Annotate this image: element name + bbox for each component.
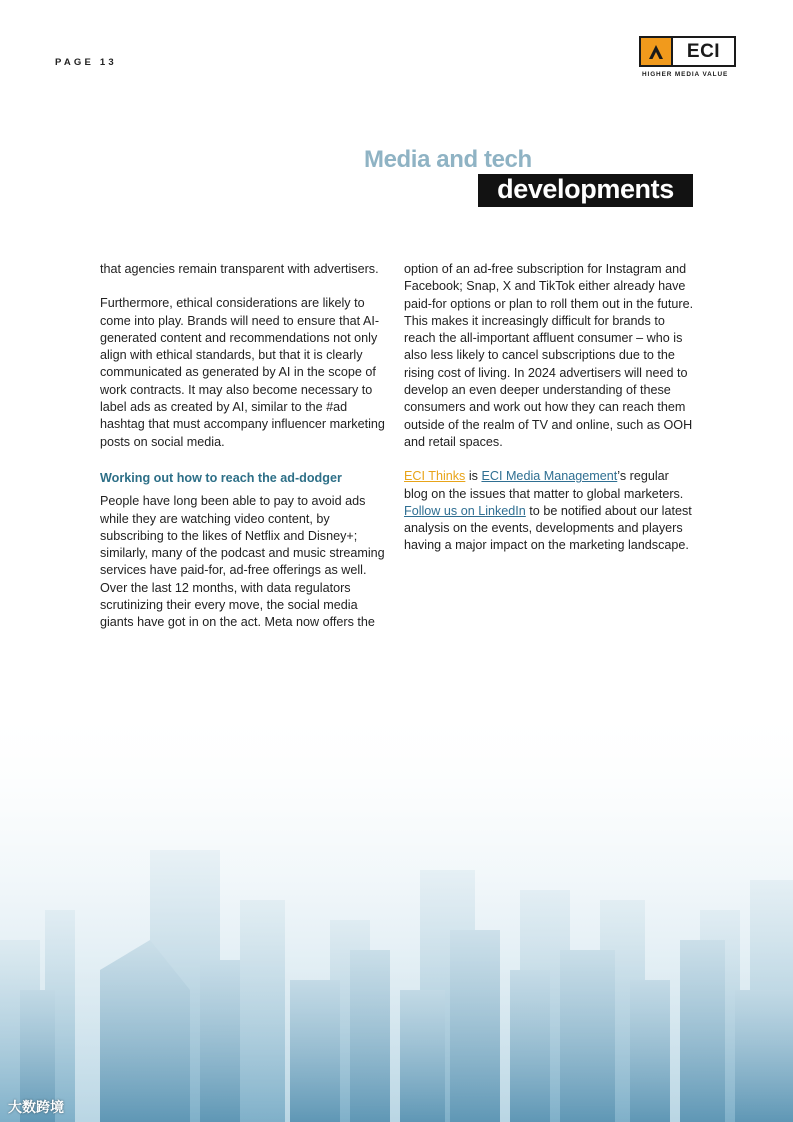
text-blog: ’s regular blog on the issues that matter to global marketers.	[404, 469, 684, 501]
eci-media-management-link[interactable]: ECI Media Management	[481, 469, 618, 484]
eci-logo	[639, 36, 739, 78]
linkedin-link[interactable]: Follow us on LinkedIn	[404, 503, 526, 518]
eci-thinks-link[interactable]: ECI Thinks	[404, 469, 466, 484]
page-number: PAGE 13	[55, 57, 117, 68]
logo-text: ECI	[686, 40, 721, 62]
right-paragraph-1: option of an ad-free subscription for Instagram and Facebook; Snap, X and TikTok either already have paid-for options or plan to roll them out in the future. This makes it increasingly difficult for brands to reach the all-important affluent consumer – who is also less likely to cancel subscriptions due to the rising cost of living. In 2024 advertisers will need to develop an even deeper understanding of these consumers and work out how they can reach them outside of the realm of TV and online, such as OOH and retail spaces.	[404, 262, 694, 449]
title-line-2: developments	[478, 174, 693, 207]
right-column	[404, 261, 696, 572]
watermark: 大数跨境	[8, 1099, 64, 1115]
left-paragraph-1: that agencies remain transparent with advertisers.	[100, 262, 379, 276]
left-column	[100, 261, 392, 649]
city-skyline-image	[0, 700, 793, 1122]
logo-triangle-icon	[641, 38, 673, 65]
logo-tagline: HIGHER MEDIA VALUE	[642, 71, 729, 78]
left-paragraph-2: Furthermore, ethical considerations are likely to come into play. Brands will need to ensure that AI-generated content and recommendations not only align with ethical standards, but that it is clearly communicated as generated by AI in the scope of work contracts. It may also become necessary to label ads as created by AI, similar to the #ad hashtag that must accompany influencer marketing posts on social media.	[100, 296, 385, 449]
left-paragraph-3: People have long been able to pay to avoid ads while they are watching video content, by subscribing to the likes of Netflix and Disney+; similarly, many of the podcast and music streaming services have paid-for, ad-free offerings as well. Over the last 12 months, with data regulators scrutinizing their every move, the social media giants have got in on the act. Meta now offers the	[100, 494, 385, 630]
right-paragraph-2	[404, 468, 696, 554]
text-is: is	[465, 469, 482, 484]
title-line-1: Media and tech	[364, 146, 532, 173]
text-end: to be notified about our latest analysis on the events, developments and players having a major impact on the marketing landscape.	[404, 503, 692, 553]
section-subheading: Working out how to reach the ad-dodger	[100, 470, 342, 485]
logo-box	[639, 36, 736, 67]
